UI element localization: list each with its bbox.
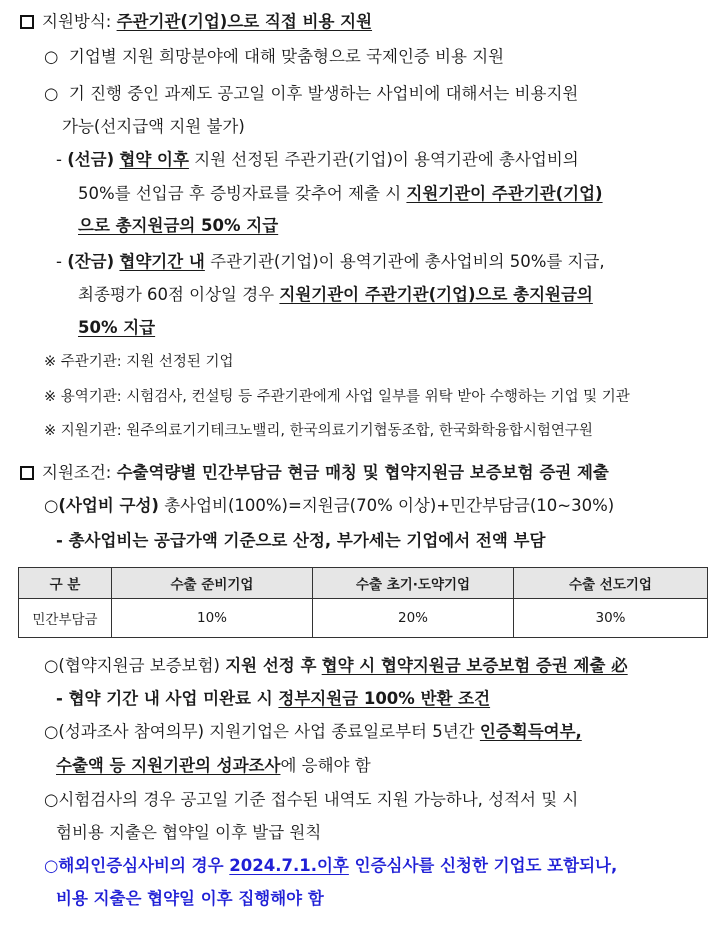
advance-payment-cont: 50%를 선입금 후 증빙자료를 갖추어 제출 시 지원기관이 주관기관(기업) bbox=[78, 184, 603, 203]
overseas-certification-cont: 비용 지출은 협약일 이후 집행해야 함 bbox=[56, 889, 324, 908]
survey-obligation: ○(성과조사 참여의무) 지원기업은 사업 종료일로부터 5년간 인증획득여부, bbox=[44, 722, 582, 741]
section1-title: 주관기관(기업)으로 직접 비용 지원 bbox=[116, 12, 373, 31]
balance-payment: - (잔금) 협약기간 내 주관기관(기업)이 용역기관에 총사업비의 50%를 지급, bbox=[56, 252, 605, 271]
circle-bullet-icon: ○ bbox=[44, 856, 59, 875]
circle-bullet-icon: ○ bbox=[44, 496, 59, 515]
table-header-row bbox=[19, 568, 708, 599]
checkbox-square-icon bbox=[20, 466, 34, 480]
advance-payment-emph: 으로 총지원금의 50% 지급 bbox=[78, 216, 279, 235]
advance-payment: - (선금) 협약 이후 지원 선정된 주관기관(기업)이 용역기관에 총사업비의 bbox=[56, 150, 579, 169]
note-service-org: ※ 용역기관: 시험검사, 컨설팅 등 주관기관에게 사업 일부를 위탁 받아 수행하는 기업 및 기관 bbox=[44, 389, 630, 405]
circle-bullet-icon: ○ bbox=[44, 790, 59, 809]
table-cell: 10% bbox=[112, 599, 313, 638]
private-share-table bbox=[18, 567, 708, 638]
budget-composition: ○(사업비 구성) 총사업비(100%)=지원금(70% 이상)+민간부담금(10~30%) bbox=[44, 496, 615, 515]
table-row bbox=[19, 599, 708, 638]
note-support-org: ※ 지원기관: 원주의료기기테크노밸리, 한국의료기기협동조합, 한국화학융합시험연구원 bbox=[44, 423, 593, 439]
circle-bullet-icon: ○ bbox=[44, 84, 59, 103]
section1-bullet2: ○ 기 진행 중인 과제도 공고일 이후 발생하는 사업비에 대해서는 비용지원 bbox=[44, 84, 579, 103]
checkbox-square-icon bbox=[20, 15, 34, 29]
circle-bullet-icon: ○ bbox=[44, 722, 59, 741]
table-cell: 30% bbox=[514, 599, 708, 638]
test-inspection-cont: 험비용 지출은 협약일 이후 발급 원칙 bbox=[56, 823, 322, 842]
section1-bullet1: ○ 기업별 지원 희망분야에 대해 맞춤형으로 국제인증 비용 지원 bbox=[44, 47, 505, 66]
table-cell: 민간부담금 bbox=[19, 599, 112, 638]
circle-bullet-icon: ○ bbox=[44, 656, 59, 675]
section1-bullet2-cont: 가능(선지급액 지원 불가) bbox=[62, 117, 245, 136]
vat-note: - 총사업비는 공급가액 기준으로 산정, 부가세는 기업에서 전액 부담 bbox=[56, 531, 546, 550]
guarantee-insurance: ○(협약지원금 보증보험) 지원 선정 후 협약 시 협약지원금 보증보험 증권 제출 必 bbox=[44, 656, 628, 675]
table-header-cell: 구 분 bbox=[19, 568, 112, 599]
table-cell: 20% bbox=[313, 599, 514, 638]
survey-obligation-cont: 수출액 등 지원기관의 성과조사에 응해야 함 bbox=[56, 756, 371, 775]
table-header-cell: 수출 초기·도약기업 bbox=[313, 568, 514, 599]
table-header-cell: 수출 선도기업 bbox=[514, 568, 708, 599]
section1-heading: 지원방식: 주관기관(기업)으로 직접 비용 지원 bbox=[20, 10, 372, 34]
balance-payment-emph: 50% 지급 bbox=[78, 318, 156, 337]
section2-heading: 지원조건: 수출역량별 민간부담금 현금 매칭 및 협약지원금 보증보험 증권 제출 bbox=[20, 461, 609, 485]
test-inspection: ○시험검사의 경우 공고일 기준 접수된 내역도 지원 가능하나, 성적서 및 시 bbox=[44, 790, 579, 809]
table-header-cell: 수출 준비기업 bbox=[112, 568, 313, 599]
note-host-org: ※ 주관기관: 지원 선정된 기업 bbox=[44, 354, 234, 370]
section2-title: 수출역량별 민간부담금 현금 매칭 및 협약지원금 보증보험 증권 제출 bbox=[116, 463, 609, 482]
circle-bullet-icon: ○ bbox=[44, 47, 59, 66]
balance-payment-cont: 최종평가 60점 이상일 경우 지원기관이 주관기관(기업)으로 총지원금의 bbox=[78, 285, 593, 304]
guarantee-refund: - 협약 기간 내 사업 미완료 시 정부지원금 100% 반환 조건 bbox=[56, 689, 491, 708]
overseas-certification: ○해외인증심사비의 경우 2024.7.1.이후 인증심사를 신청한 기업도 포함되나, bbox=[44, 856, 618, 875]
